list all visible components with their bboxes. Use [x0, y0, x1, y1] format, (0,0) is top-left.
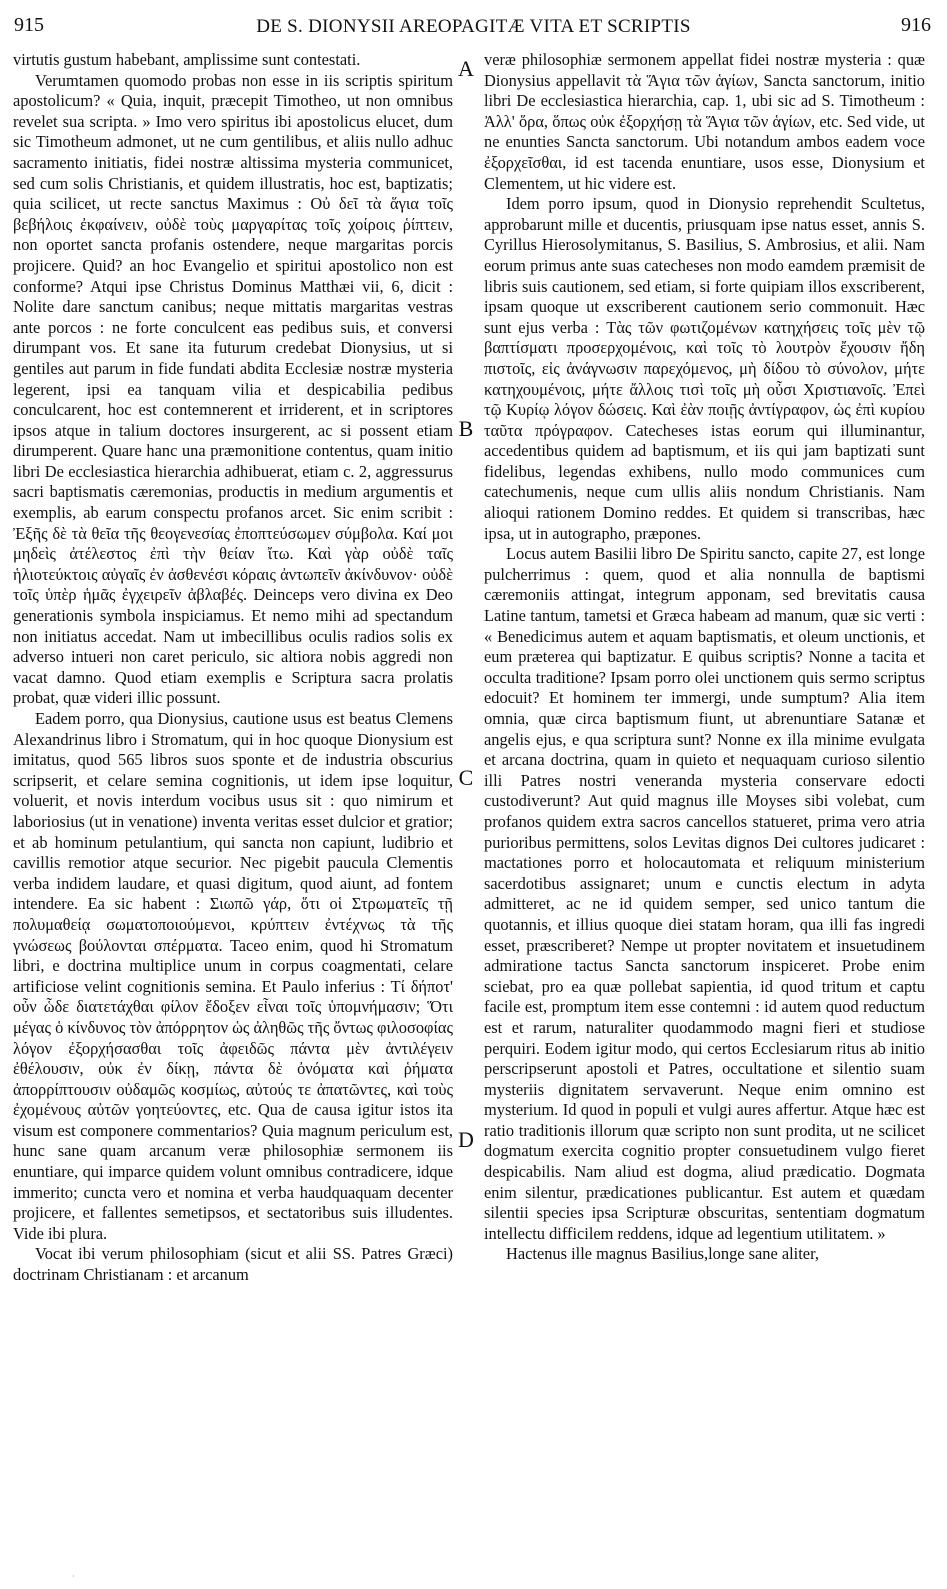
scan-speck: · [72, 1572, 75, 1581]
paragraph: veræ philosophiæ sermonem appellat fidei nostræ mysteria : quæ Dionysius appellavit τὰ Ἅγια τῶν ἁγίων, Sancta sanctorum, initio libri De ecclesiastica hierarchia, cap. 1, ubi sic ad S. Timotheum : Ἀλλ' ὅρα, ὅπως οὐκ ἐξορχήσῃ τὰ Ἅγια τῶν ἁγίων, etc. Sed vide, ut ne enunties Sancta sanctorum. Ubi notandum ambos eadem voce ἐξορχεῖσθαι, id est tacenda enuntiare, usos esse, Dionysium et Clementem, ut hic videre est. [484, 50, 925, 193]
right-column [484, 50, 925, 1265]
paragraph: Idem porro ipsum, quod in Dionysio reprehendit Scultetus, approbarunt mille et ducentis, priusquam ipse natus esset, annis S. Cyrillus Hierosolymitanus, S. Basilius, S. Ambrosius, et alii. Nam eorum primus ante suas catecheses non modo eamdem præmisit de libris suis cautionem, sed etiam, si forte quipiam illos exscriberent, ipsam quoque ut exscriberent cautionem serio commonuit. Hæc sunt ejus verba : Τὰς τῶν φωτιζομένων κατηχήσεις τοῖς μὲν τῷ βαπτίσματι προσερχομένοις, καὶ τοῖς τὸ λουτρὸν ἔχουσιν ἤδη πιστοῖς, εἰς ἀνάγνωσιν παρεχόμενος, μὴ δίδου τὸ σύνολον, μήτε κατηχουμένοις, μήτε ἄλλοις τισὶ τοῖς μὴ οὖσι Χριστιανοῖς. Ἐπεὶ τῷ Κυρίῳ λόγον δώσεις. Καὶ ἐὰν ποιῇς ἀντίγραφον, ὡς ἐπὶ κυρίου ταῦτα πρόγραφον. Catecheses istas eorum qui illuminantur, accedentibus quidem ad baptismum, et iis qui jam baptizati sunt fidelibus, legendas exhibens, nullo modo communices cum catechumenis, neque cum ullis aliis nondum Christianis. Nam alioqui rationem Domino reddes. Et quidem si transcribas, hæc ipsa, ut in autographo, præpones. [484, 194, 925, 543]
margin-marker-d: D [458, 1127, 474, 1152]
margin-marker-c: C [458, 765, 474, 790]
paragraph: Vocat ibi verum philosophiam (sicut et alii SS. Patres Græci) doctrinam Christianam : et arcanum [13, 1244, 453, 1285]
page-header [0, 0, 947, 40]
paragraph: Hactenus ille magnus Basilius,longe sane aliter, [506, 1244, 819, 1264]
page-number-right: 916 [901, 14, 931, 36]
paragraph: Eadem porro, qua Dionysius, cautione usus est beatus Clemens Alexandrinus libro i Stromatum, qui in hoc quoque Dionysium est imitatus, quod 565 libros suos sponte et de industria obscurius scripserit, et celare semina cognitionis, ut idem ipse loquitur, voluerit, et novis interdum vocibus usus sit : quo nimirum et laboriosius (ut in venatione) inventa veritas esset dulcior et gratior; et ab hominum petulantium, qui sancta non capiunt, ludibrio et cavillis remotior atque securior. Nec pigebit paucula Clementis verba indidem laudare, et quasi digitum, quod aiunt, ad fontem intendere. Ea sic habent : Σιωπῶ γάρ, ὅτι οἱ Στρωματεῖς τῇ πολυμαθείᾳ σωματοποιούμενοι, κρύπτειν ἐντέχνως τὰ τῆς γνώσεως βούλονται σπέρματα. Taceo enim, quod hi Stromatum libri, e doctrina multiplice unum in corpus coagmentati, celare artificiose velint cognitionis semina. Et Paulo inferius : Τί δήποτ' οὖν ὧδε διατετάχθαι φίλον ἔδοξεν εἶναι τοῖς ὑπομνήμασιν; Ὅτι μέγας ὁ κίνδυνος τὸν ἀπόρρητον ὡς ἀληθῶς τῆς ὄντως φιλοσοφίας λόγον ἐξορχήσασθαι τοῖς ἀφειδῶς πάντα μὲν ἀντιλέγειν ἐθέλουσιν, οὐκ ἐν δίκῃ, πάντα δὲ ὀνόματα καὶ ῥήματα ἀπορρίπτουσιν οὐδαμῶς κοσμίως, αὐτούς τε ἀπατῶντες, καὶ τοὺς ἐχομένους αὐτῶν γοητεύοντες, etc. Qua de causa igitur istos ita visum est componere commentarios? Quia magnum periculum est, hunc sane quam arcanum veræ philosophiæ sermonem iis enuntiare, qui imparce quidem volunt omnibus contradicere, idque immerito; cuncta vero et nomina et verba haudquaquam decenter projicere, et fallentes semetipsos, et sectatoribus suis illudentes. Vide ibi plura. [13, 709, 453, 1243]
running-title: DE S. DIONYSII AREOPAGITÆ VITA ET SCRIPTIS [256, 16, 691, 37]
margin-marker-b: B [458, 416, 474, 441]
paragraph: Verumtamen quomodo probas non esse in iis scriptis spiritum apostolicum? « Quia, inquit, præcepit Timotheo, ut non omnibus revelet sua scripta. » Imo vero spiritus ibi apostolicus elucet, dum sic Timotheum admonet, ut ne cum gentilibus, et aliis nullo adhuc sacramento initiatis, fidei nostræ altissima mysteria communicet, sed cum solis Christianis, et quidem illustratis, hoc est, baptizatis; quia scilicet, ut recte sanctus Maximus : Οὐ δεῖ τὰ ἅγια τοῖς βεβήλοις ἐκφαίνειν, οὐδὲ τοὺς μαργαρίτας τοῖς χοίροις ῥίπτειν, non oportet sancta profanis ostendere, neque margaritas porcis projicere. Quid? an hoc Evangelio et spiritui apostolico non est conforme? Atqui ipse Christus Dominus Matthæi vii, 6, dicit : Nolite dare sanctum canibus; neque mittatis margaritas vestras ante porcos : ne forte conculcent eas pedibus suis, et conversi dirumpant vos. Et sane ita futurum credebat Dionysius, ut si gentiles aut parum in fide fundati abdita Ecclesiæ nostræ mysteria legerent, ipsi ea tanquam vilia et despicabilia pedibus conculcarent, hoc est contemnerent et irriderent, et in scriptores ipsos atque in talium doctores insurgerent, ac si possent etiam dirumperent. Quare hanc una præmonitione contentus, quam initio libri De ecclesiastica hierarchia adhibuerat, etiam c. 2, aggressurus sacri baptismatis cæremonias, productis in medium argumentis et exemplis, ab earum conspectu profanos arcet. Sic enim scribit : Ἐξῆς δὲ τὰ θεῖα τῆς θεογενεσίας ἐποπτεύσωμεν σύμβολα. Καί μοι μηδεὶς ἀτέλεστος ἐπὶ τὴν θείαν ἴτω. Καὶ γὰρ οὐδὲ ταῖς ἡλιοτεύκτοις αὐγαῖς ἐν ἀσθενέσι κόραις ἀντωπεῖν ἀκίνδυνον· οὐδὲ τοῖς ὑπὲρ ἡμᾶς ἐγχειρεῖν ἀβλαβές. Deinceps vero divina ex Deo generationis symbola inspiciamus. Et nemo mihi ad spectandum non initiatus accedat. Nam ut imbecillibus oculis radios solis ex adverso intueri non caret periculo, sic altiora nobis aggredi non vacat damno. Quod etiam exemplis e Scriptura sacra prolatis probat, quæ videri illic possunt. [13, 70, 453, 708]
margin-marker-a: A [458, 56, 474, 81]
left-column [13, 50, 453, 1286]
paragraph: virtutis gustum habebant, amplissime sunt contestati. [13, 50, 361, 69]
paragraph: Locus autem Basilii libro De Spiritu sancto, capite 27, est longe pulcherrimus : quem, quod et alia nonnulla de baptismi cæremoniis attingat, integrum apponam, sed brevitatis causa Latine tantum, tametsi et Græca habeam ad manum, quæ sic verti : « Benedicimus autem et aquam baptismatis, et oleum unctionis, et eum præterea qui baptizatur. E quibus scriptis? Nonne a tacita et occulta traditione? Ipsam porro olei unctionem quis sermo scriptus edocuit? Et hominem ter immergi, unde sumptum? Alia item omnia, quæ circa baptismum fiunt, ut abrenuntiare Satanæ et angelis ejus, e qua scriptura sunt? Nonne ex illa minime evulgata et arcana doctrina, quam in quieto et nequaquam curioso silentio illi Patres nostri veneranda mysteria conservare edocti custodiverunt? Aut quid magnus ille Moyses sibi volebat, cum profanos quidem extra sacros cancellos statueret, prima vero atria purioribus permittens, solos Levitas dignos Dei cultores judicaret : mactationes porro et holocautomata et reliquum ministerium sacerdotibus assignaret; unum e cunctis electum in adyta admitteret, ac ne id quidem semper, sed unico tantum die quotannis, et illius quoque diei statam horam, qua illi fas ingredi esset, præscriberet? Nempe ut propter novitatem et insuetudinem admiratione tactus Sancta sanctorum inspiceret. Probe enim sciebat, pro ea quæ pollebat sapientia, id quod tritum et captu facile est, promptum item esse contemni : id autem quod reductum est et rarum, naturaliter quodammodo magni fieri et studiose perquiri. Eodem igitur modo, qui certos Ecclesiarum ritus ab initio perscripserunt apostoli et Patres, occultatione et silentio suam mysteriis dignitatem servaverunt. Neque enim omnino est mysterium. Id quod in populi et vulgi aures affertur. Atque hæc est ratio traditionis illorum quæ scripto non sunt prodita, ut ne scilicet dogmatum exercita cognitio propter consuetudinem vulgo fieret despicabilis. Nam aliud est dogma, aliud prædicatio. Dogmata enim silentur, prædicationes publicantur. Est autem et quædam silentii species ipsa Scripturæ obscuritas, sententiam dogmatum intellectu difficilem reddens, idque ad legentium utilitatem. » [484, 544, 925, 1243]
page-number-left: 915 [14, 14, 44, 36]
